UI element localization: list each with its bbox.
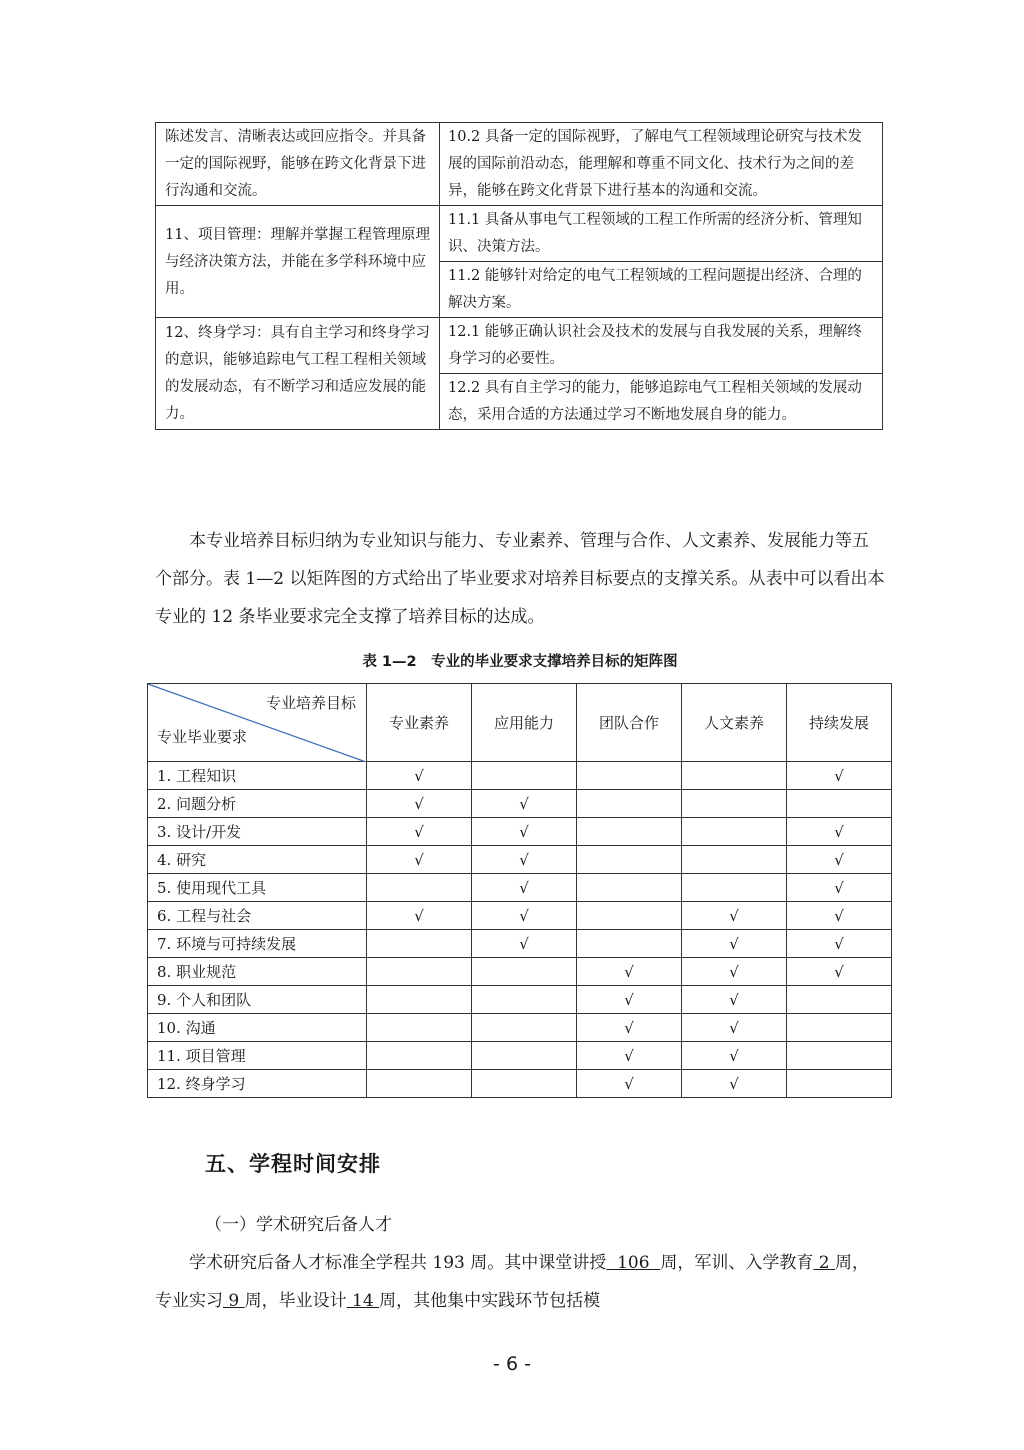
empty-cell — [367, 1014, 472, 1042]
requirement-row — [156, 206, 883, 262]
empty-cell — [577, 818, 682, 846]
matrix-row — [148, 902, 892, 930]
empty-cell — [682, 874, 787, 902]
matrix-header-row — [148, 684, 892, 762]
matrix-row-label: 6. 工程与社会 — [148, 902, 367, 930]
check-mark-cell: √ — [472, 902, 577, 930]
check-mark-cell: √ — [682, 958, 787, 986]
schedule-text-4: 周，毕业设计 — [244, 1291, 347, 1311]
empty-cell — [472, 986, 577, 1014]
empty-cell — [577, 790, 682, 818]
matrix-column-header: 应用能力 — [472, 684, 577, 762]
check-mark-cell: √ — [577, 1042, 682, 1070]
requirement-row — [156, 123, 883, 206]
empty-cell — [787, 1070, 892, 1098]
check-mark-cell: √ — [787, 874, 892, 902]
check-mark-cell: √ — [682, 902, 787, 930]
empty-cell — [682, 818, 787, 846]
indicator-cell: 12.1 能够正确认识社会及技术的发展与自我发展的关系，理解终身学习的必要性。 — [440, 318, 883, 374]
requirements-table — [155, 122, 883, 430]
table-caption: 表 1—2 专业的毕业要求支撑培养目标的矩阵图 — [362, 654, 678, 670]
check-mark-cell: √ — [472, 790, 577, 818]
matrix-row-label: 8. 职业规范 — [148, 958, 367, 986]
empty-cell — [787, 1014, 892, 1042]
military-weeks-value: 2 — [813, 1253, 835, 1273]
empty-cell — [577, 930, 682, 958]
check-mark-cell: √ — [577, 958, 682, 986]
check-mark-cell: √ — [367, 790, 472, 818]
matrix-row-label: 7. 环境与可持续发展 — [148, 930, 367, 958]
matrix-row — [148, 1070, 892, 1098]
empty-cell — [577, 846, 682, 874]
matrix-row-label: 9. 个人和团队 — [148, 986, 367, 1014]
matrix-column-header: 持续发展 — [787, 684, 892, 762]
empty-cell — [367, 1042, 472, 1070]
check-mark-cell: √ — [577, 986, 682, 1014]
matrix-row-label: 5. 使用现代工具 — [148, 874, 367, 902]
empty-cell — [367, 986, 472, 1014]
empty-cell — [367, 930, 472, 958]
empty-cell — [682, 762, 787, 790]
matrix-column-header: 人文素养 — [682, 684, 787, 762]
check-mark-cell: √ — [682, 1070, 787, 1098]
check-mark-cell: √ — [367, 902, 472, 930]
schedule-text-3: 周，专业实习 — [155, 1253, 869, 1311]
empty-cell — [682, 790, 787, 818]
matrix-row-label: 4. 研究 — [148, 846, 367, 874]
check-mark-cell: √ — [787, 762, 892, 790]
support-matrix-table — [147, 683, 892, 1098]
matrix-row — [148, 986, 892, 1014]
matrix-row — [148, 790, 892, 818]
matrix-row-label: 1. 工程知识 — [148, 762, 367, 790]
empty-cell — [472, 1042, 577, 1070]
lecture-weeks-value: 106 — [606, 1253, 661, 1273]
empty-cell — [367, 958, 472, 986]
check-mark-cell: √ — [787, 958, 892, 986]
schedule-paragraph — [155, 1244, 885, 1320]
requirements-table-body — [156, 123, 883, 430]
requirement-cell: 12、终身学习：具有自主学习和终身学习的意识，能够追踪电气工程工程相关领域的发展动态，有不断学习和适应发展的能力。 — [156, 318, 440, 430]
indicator-cell: 10.2 具备一定的国际视野，了解电气工程领域理论研究与技术发展的国际前沿动态，能理解和尊重不同文化、技术行为之间的差异，能够在跨文化背景下进行基本的沟通和交流。 — [440, 123, 883, 206]
empty-cell — [577, 874, 682, 902]
check-mark-cell: √ — [682, 1042, 787, 1070]
empty-cell — [472, 958, 577, 986]
page-number: - 6 - — [493, 1353, 531, 1375]
empty-cell — [472, 1014, 577, 1042]
matrix-row-label: 2. 问题分析 — [148, 790, 367, 818]
check-mark-cell: √ — [787, 818, 892, 846]
empty-cell — [787, 1042, 892, 1070]
check-mark-cell: √ — [682, 1014, 787, 1042]
section-heading: 五、学程时间安排 — [205, 1152, 381, 1176]
empty-cell — [787, 790, 892, 818]
check-mark-cell: √ — [787, 930, 892, 958]
matrix-row — [148, 1042, 892, 1070]
matrix-body — [148, 762, 892, 1098]
corner-bottom-label: 专业毕业要求 — [157, 728, 248, 746]
empty-cell — [577, 762, 682, 790]
empty-cell — [787, 986, 892, 1014]
empty-cell — [367, 1070, 472, 1098]
matrix-row — [148, 818, 892, 846]
check-mark-cell: √ — [367, 818, 472, 846]
schedule-text-5: 周，其他集中实践环节包括模 — [379, 1291, 601, 1311]
requirement-cell: 11、项目管理：理解并掌握工程管理原理与经济决策方法，并能在多学科环境中应用。 — [156, 206, 440, 318]
schedule-text-2: 周，军训、入学教育 — [660, 1253, 814, 1273]
empty-cell — [472, 762, 577, 790]
matrix-row — [148, 930, 892, 958]
empty-cell — [472, 1070, 577, 1098]
empty-cell — [682, 846, 787, 874]
matrix-row-label: 3. 设计/开发 — [148, 818, 367, 846]
requirement-cell: 陈述发言、清晰表达或回应指令。并具备一定的国际视野，能够在跨文化背景下进行沟通和交流。 — [156, 123, 440, 206]
matrix-row — [148, 1014, 892, 1042]
check-mark-cell: √ — [472, 930, 577, 958]
check-mark-cell: √ — [577, 1014, 682, 1042]
matrix-row — [148, 958, 892, 986]
check-mark-cell: √ — [472, 874, 577, 902]
matrix-row-label: 12. 终身学习 — [148, 1070, 367, 1098]
check-mark-cell: √ — [787, 846, 892, 874]
schedule-text-1: 学术研究后备人才标准全学程共 193 周。其中课堂讲授 — [189, 1253, 607, 1273]
check-mark-cell: √ — [367, 762, 472, 790]
matrix-corner-cell — [148, 684, 367, 762]
indicator-cell: 11.1 具备从事电气工程领域的工程工作所需的经济分析、管理知识、决策方法。 — [440, 206, 883, 262]
indicator-cell: 11.2 能够针对给定的电气工程领域的工程问题提出经济、合理的解决方案。 — [440, 262, 883, 318]
check-mark-cell: √ — [577, 1070, 682, 1098]
subsection-heading: （一）学术研究后备人才 — [205, 1215, 392, 1235]
thesis-weeks-value: 14 — [346, 1291, 380, 1311]
check-mark-cell: √ — [682, 930, 787, 958]
check-mark-cell: √ — [472, 818, 577, 846]
corner-top-label: 专业培养目标 — [265, 694, 356, 712]
check-mark-cell: √ — [367, 846, 472, 874]
matrix-row — [148, 762, 892, 790]
check-mark-cell: √ — [472, 846, 577, 874]
internship-weeks-value: 9 — [223, 1291, 245, 1311]
check-mark-cell: √ — [682, 986, 787, 1014]
empty-cell — [367, 874, 472, 902]
matrix-row-label: 11. 项目管理 — [148, 1042, 367, 1070]
intro-paragraph: 本专业培养目标归纳为专业知识与能力、专业素养、管理与合作、人文素养、发展能力等五个部分。表 1—2 以矩阵图的方式给出了毕业要求对培养目标要点的支撑关系。从表中可以看出本专业的 12 条毕业要求完全支撑了培养目标的达成。 — [155, 531, 885, 627]
empty-cell — [577, 902, 682, 930]
requirement-row — [156, 318, 883, 374]
matrix-column-header: 专业素养 — [367, 684, 472, 762]
check-mark-cell: √ — [787, 902, 892, 930]
matrix-row — [148, 846, 892, 874]
matrix-row — [148, 874, 892, 902]
matrix-row-label: 10. 沟通 — [148, 1014, 367, 1042]
indicator-cell: 12.2 具有自主学习的能力，能够追踪电气工程相关领域的发展动态，采用合适的方法通过学习不断地发展自身的能力。 — [440, 374, 883, 430]
matrix-column-header: 团队合作 — [577, 684, 682, 762]
